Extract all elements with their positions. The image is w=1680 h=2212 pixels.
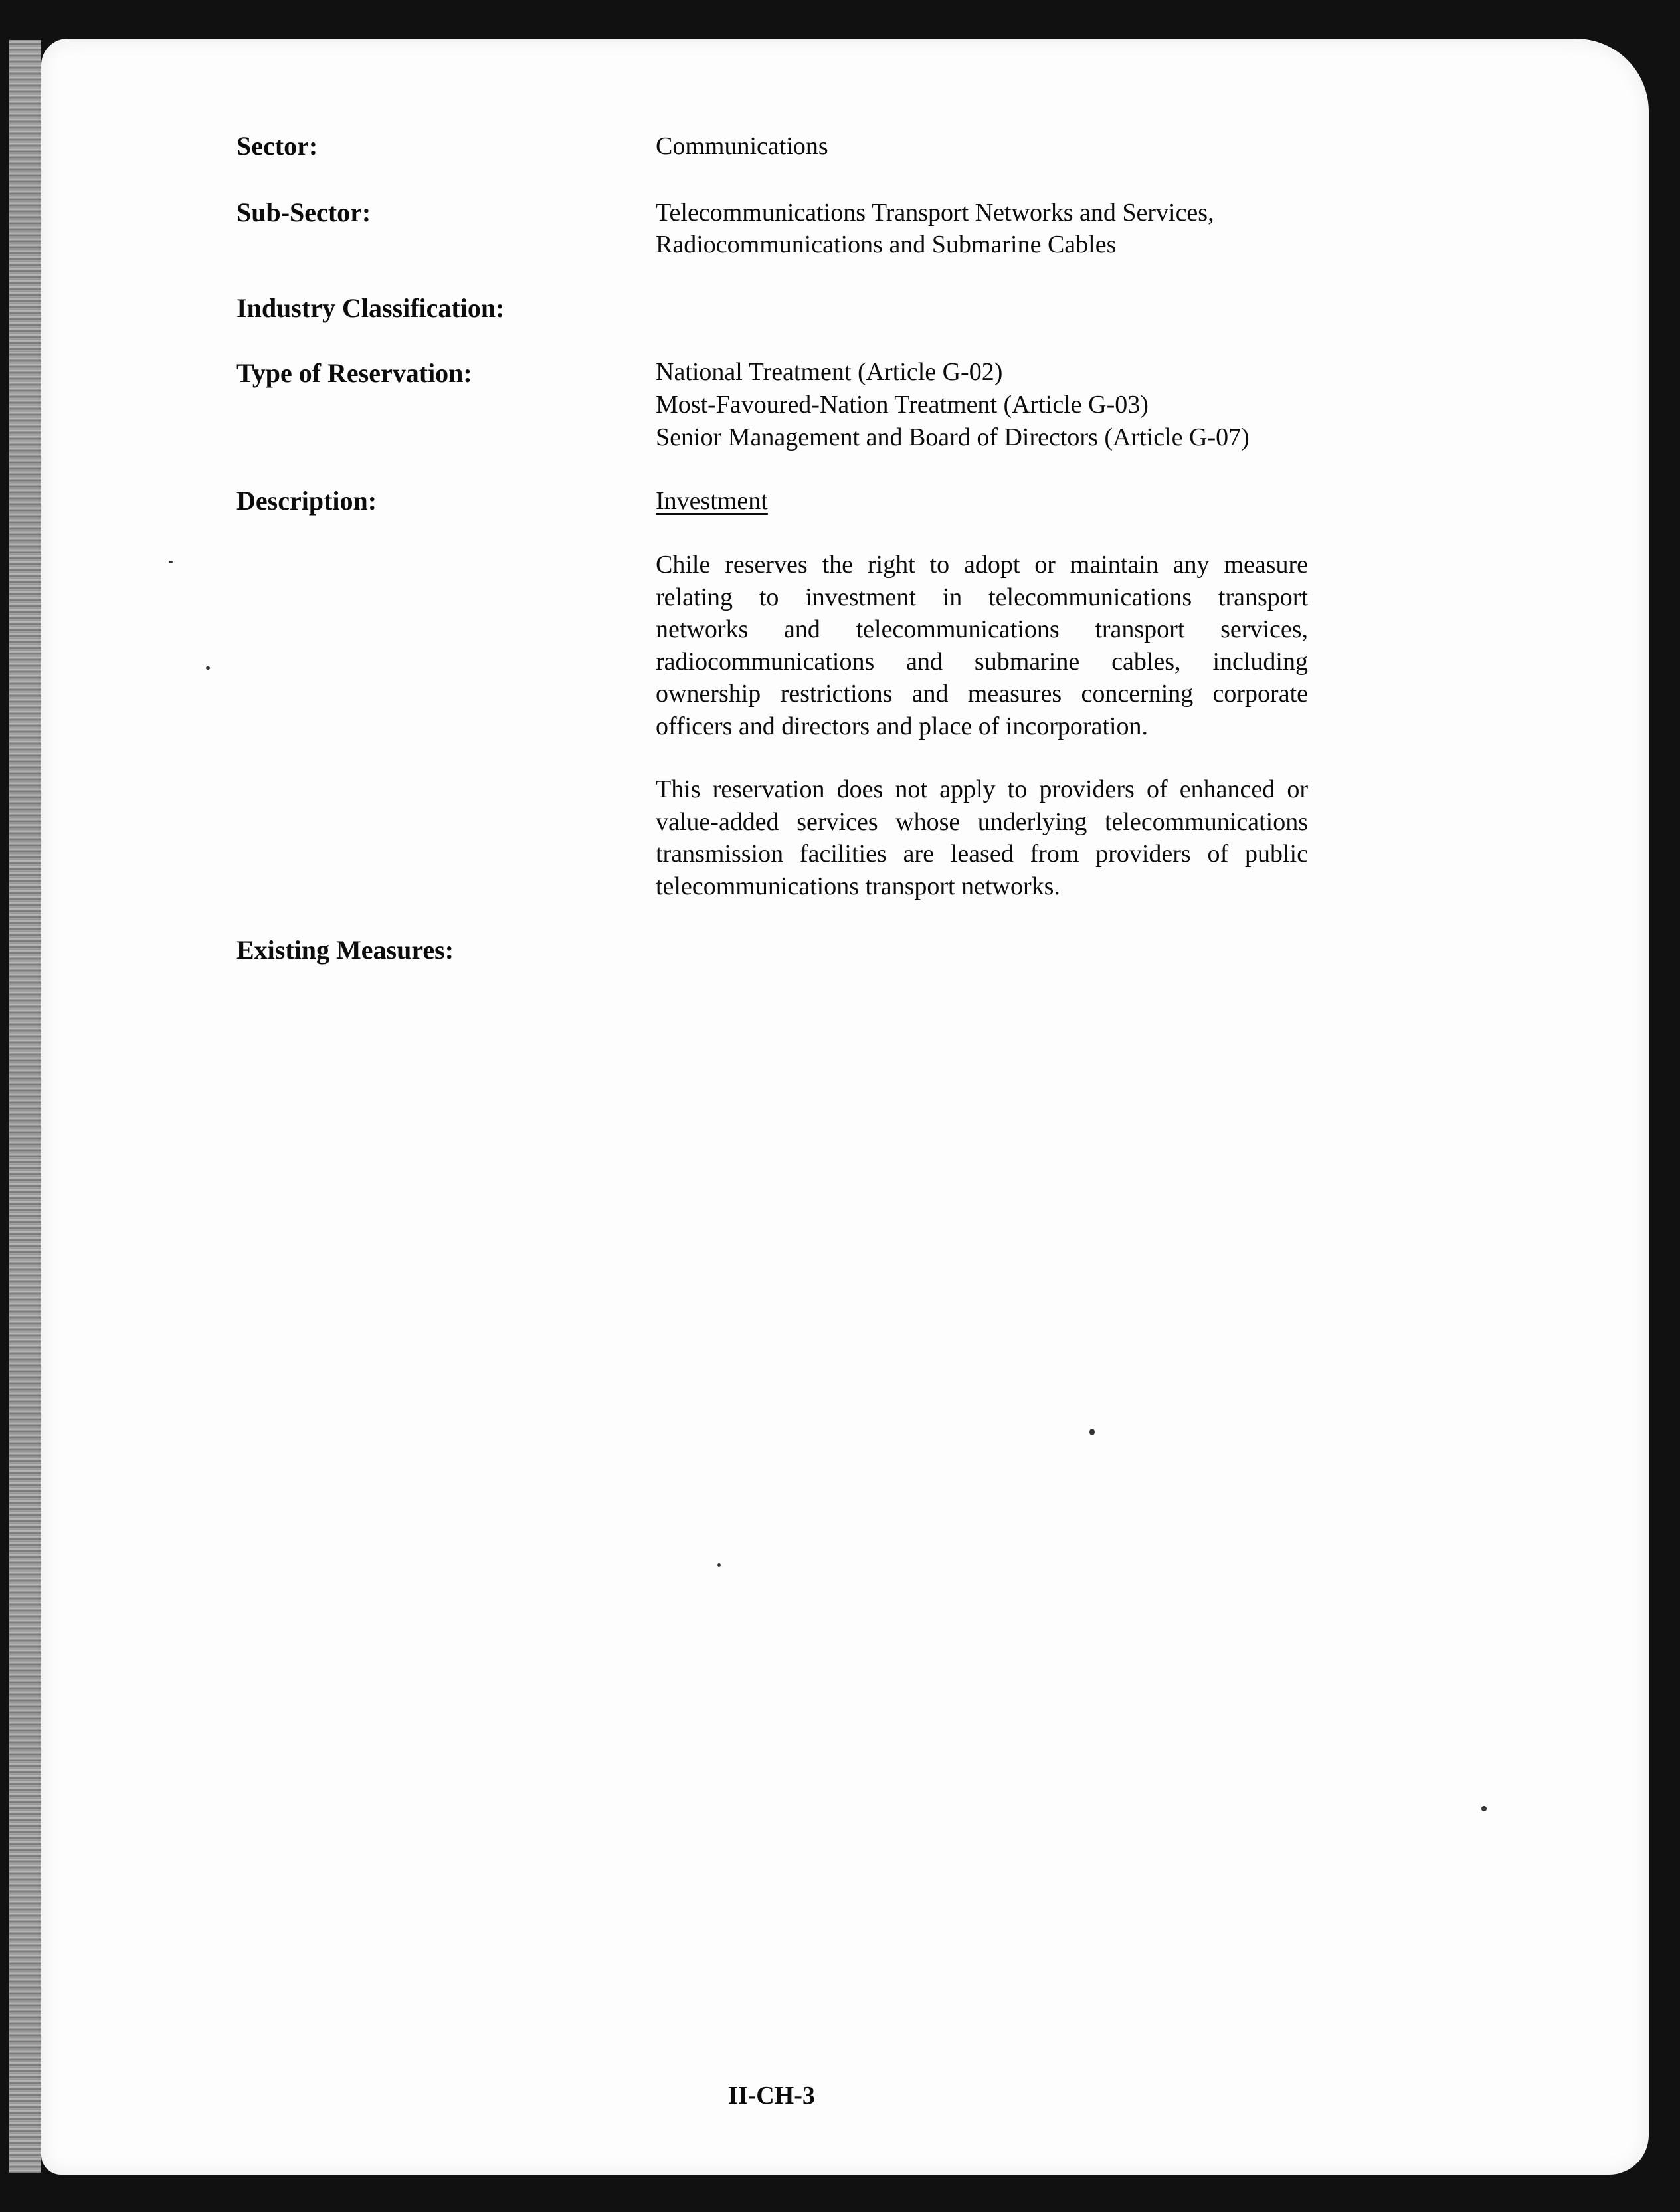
scan-speck bbox=[1089, 1429, 1095, 1435]
subsector-line-2: Radiocommunications and Submarine Cables bbox=[656, 231, 1117, 258]
paragraph-1-line: networks and telecommunications transport services, bbox=[656, 615, 1308, 643]
scan-speck bbox=[717, 1563, 721, 1567]
sector-label: Sector: bbox=[236, 131, 318, 161]
subsector-line-1: Telecommunications Transport Networks and Services, bbox=[656, 199, 1214, 227]
reservation-line-1: National Treatment (Article G-02) bbox=[656, 358, 1003, 386]
scan-speck bbox=[169, 561, 173, 563]
paragraph-2-line: This reservation does not apply to providers of enhanced or bbox=[656, 775, 1308, 803]
sector-value: Communications bbox=[656, 132, 828, 160]
industry-classification-label: Industry Classification: bbox=[236, 293, 505, 323]
scan-speck bbox=[206, 666, 210, 670]
paragraph-2-line: value-added services whose underlying telecommunications bbox=[656, 807, 1308, 836]
paragraph-2-line: telecommunications transport networks. bbox=[656, 872, 1060, 900]
paragraph-1-line: Chile reserves the right to adopt or maintain any measure bbox=[656, 551, 1308, 579]
paragraph-1-line: officers and directors and place of incorporation. bbox=[656, 712, 1149, 740]
paragraph-1-line: ownership restrictions and measures concerning corporate bbox=[656, 680, 1308, 708]
description-paragraph-1 bbox=[656, 549, 1308, 742]
paragraph-1-line: relating to investment in telecommunications transport bbox=[656, 583, 1308, 611]
description-heading: Investment bbox=[656, 487, 768, 515]
description-paragraph-2 bbox=[656, 773, 1308, 902]
reservation-line-3: Senior Management and Board of Directors (Article G-07) bbox=[656, 423, 1250, 451]
existing-measures-label: Existing Measures: bbox=[236, 935, 454, 965]
reservation-type-label: Type of Reservation: bbox=[236, 358, 472, 388]
paragraph-2-line: transmission facilities are leased from providers of public bbox=[656, 840, 1308, 868]
page-number: II-CH-3 bbox=[728, 2082, 815, 2110]
reservation-line-2: Most-Favoured-Nation Treatment (Article G-03) bbox=[656, 391, 1149, 419]
paragraph-1-line: radiocommunications and submarine cables, including bbox=[656, 647, 1308, 676]
subsector-label: Sub-Sector: bbox=[236, 197, 371, 227]
description-label: Description: bbox=[236, 486, 377, 516]
scan-speck bbox=[1481, 1806, 1487, 1811]
